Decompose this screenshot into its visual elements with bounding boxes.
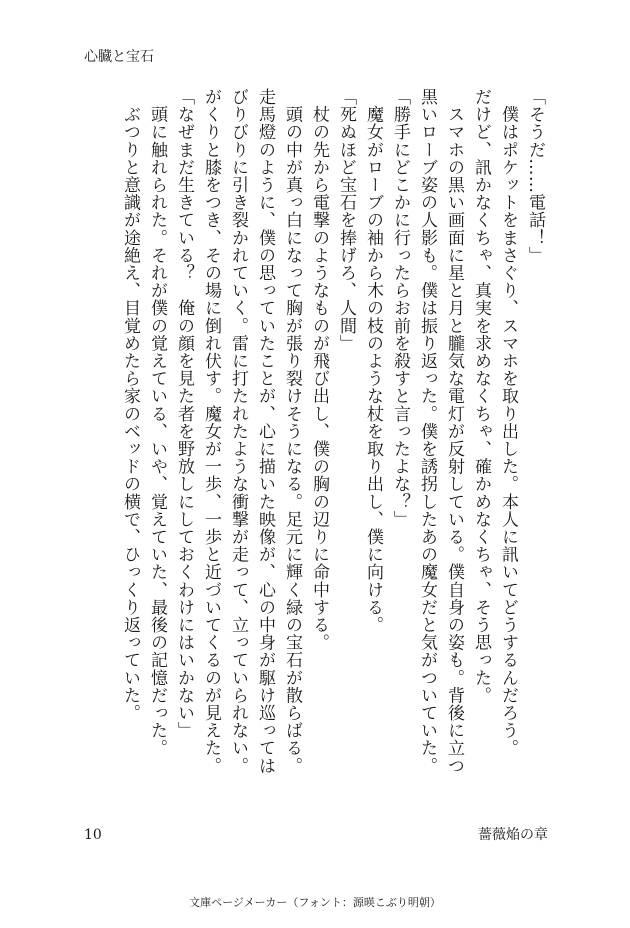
text-line: スマホの黒い画面に星と月と朧気な電灯が反射している。僕自身の姿も。背後に立つ bbox=[444, 88, 464, 775]
page-number: 10 bbox=[84, 827, 102, 843]
text-line: 魔女がローブの袖から木の枝のような杖を取り出し、僕に向ける。 bbox=[363, 88, 383, 634]
book-title: 心臓と宝石 bbox=[84, 49, 154, 65]
text-line: 黒いローブ姿の人影も。僕は振り返った。僕を誘拐したあの魔女だと気がついていた。 bbox=[417, 88, 437, 775]
text-line: 頭に触れられた。それが僕の覚えている、いや、覚えていた、最後の記憶だった。 bbox=[147, 88, 167, 757]
text-line: 「勝手にどこかに行ったらお前を殺すと言ったよな？」 bbox=[390, 88, 410, 528]
text-line: 「そうだ……電話！」 bbox=[525, 88, 545, 264]
chapter-title: 薔薇焔の章 bbox=[478, 827, 548, 843]
text-line: 頭の中が真っ白になって胸が張り裂けそうになる。足元に輝く緑の宝石が散らばる。 bbox=[282, 88, 302, 775]
footer-credit: 文庫ページメーカー（フォント：源暎こぶり明朝） bbox=[189, 896, 441, 909]
text-line: 杖の先から電撃のようなものが飛び出し、僕の胸の辺りに命中する。 bbox=[309, 88, 329, 652]
text-line: がくりと膝をつき、その場に倒れ伏す。魔女が一歩、一歩と近づいてくるのが見えた。 bbox=[201, 88, 221, 775]
body-text bbox=[84, 88, 548, 778]
text-line: 走馬燈のように、僕の思っていたことが、心に描いた映像が、心の中身が駆け巡っては bbox=[255, 88, 275, 775]
text-line: 「なぜまだ生きている？ 俺の顔を見た者を野放しにしておくわけにはいかない」 bbox=[174, 88, 194, 740]
text-line: ぶつりと意識が途絶え、目覚めたら家のベッドの横で、ひっくり返っていた。 bbox=[120, 88, 140, 722]
text-line: 「死ぬほど宝石を捧げろ、人間」 bbox=[336, 88, 356, 352]
text-line: だけど、訊かなくちゃ、真実を求めなくちゃ、確かめなくちゃ、そう思った。 bbox=[471, 88, 491, 704]
text-line: 僕はポケットをまさぐり、スマホを取り出した。本人に訊いてどうするんだろう。 bbox=[498, 88, 518, 757]
text-line: びりびりに引き裂かれていく。雷に打たれたような衝撃が走って、立っていられない。 bbox=[228, 88, 248, 775]
